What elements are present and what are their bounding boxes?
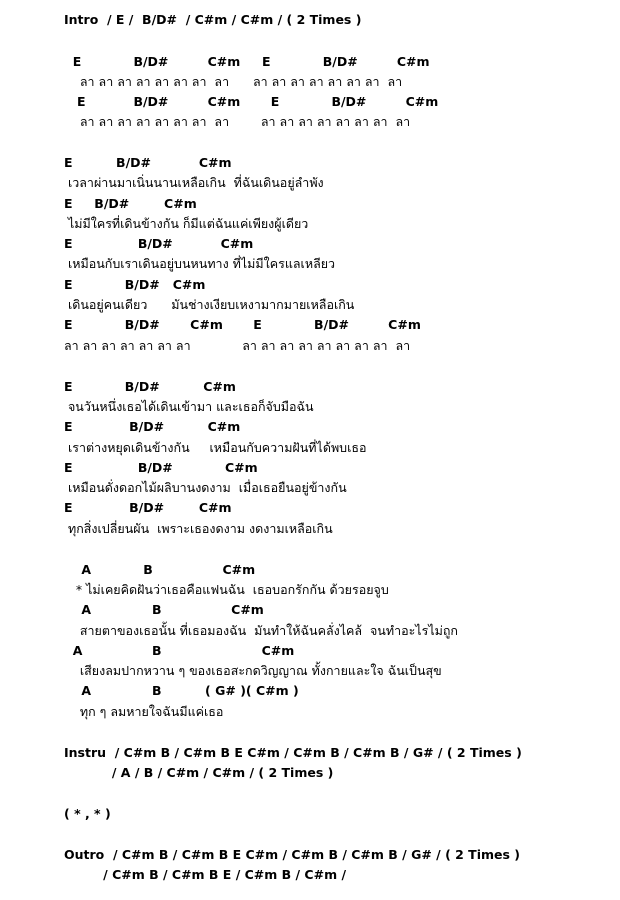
chorus-lyric-line: * ไม่เคยคิดฝันว่าเธอคือแฟนฉัน เธอบอกรักกัน ด้วยรอยจูบ	[64, 582, 389, 597]
chord-line: E B/D# C#m	[64, 155, 232, 170]
chord-line: E B/D# C#m E B/D# C#m	[64, 94, 439, 109]
lyric-line: ลา ลา ลา ลา ลา ลา ลา ลา ลา ลา ลา ลา ลา ลา ลา ลา	[64, 338, 411, 353]
lyric-line: เสียงลมปากหวาน ๆ ของเธอสะกดวิญญาณ ทั้งกายและใจ ฉันเป็นสุข	[64, 663, 442, 678]
chord-line: E B/D# C#m	[64, 500, 232, 515]
repeat-marker: ( * , * )	[64, 806, 111, 821]
lyric-line: จนวันหนึ่งเธอได้เดินเข้ามา และเธอก็จับมือฉัน	[64, 399, 314, 414]
outro-line-2: / C#m B / C#m B E / C#m B / C#m /	[64, 867, 347, 882]
lyric-line: เหมือนกับเราเดินอยู่บนหนทาง ที่ไม่มีใครแลเหลียว	[64, 256, 336, 271]
lyric-line: เดินอยู่คนเดียว มันช่างเงียบเหงามากมายเหลือเกิน	[64, 297, 355, 312]
chord-line: A B C#m	[64, 643, 295, 658]
chord-line: E B/D# C#m E B/D# C#m	[64, 54, 430, 69]
lyric-line: ลา ลา ลา ลา ลา ลา ลา ลา ลา ลา ลา ลา ลา ลา ลา ลา	[64, 114, 411, 129]
lyric-line: ลา ลา ลา ลา ลา ลา ลา ลา ลา ลา ลา ลา ลา ลา ลา ลา	[64, 74, 403, 89]
chord-line: E B/D# C#m	[64, 419, 241, 434]
chord-line: A B ( G# )( C#m )	[64, 683, 299, 698]
chord-line: E B/D# C#m E B/D# C#m	[64, 317, 421, 332]
intro-line: Intro / E / B/D# / C#m / C#m / ( 2 Times )	[64, 12, 362, 27]
lyric-line: เหมือนดั่งดอกไม้ผลิบานงดงาม เมื่อเธอยืนอยู่ข้างกัน	[64, 480, 347, 495]
lyric-line: ทุกสิ่งเปลี่ยนผัน เพราะเธองดงาม งดงามเหลือเกิน	[64, 521, 333, 536]
lyric-line: เราต่างหยุดเดินข้างกัน เหมือนกับความฝันที่ได้พบเธอ	[64, 440, 367, 455]
instru-line: Instru / C#m B / C#m B E C#m / C#m B / C#m B / G# / ( 2 Times )	[64, 745, 522, 760]
chord-line: E B/D# C#m	[64, 379, 236, 394]
chord-line: E B/D# C#m	[64, 460, 258, 475]
lyric-line: เวลาผ่านมาเนิ่นนานเหลือเกิน ที่ฉันเดินอยู่ลำพัง	[64, 175, 324, 190]
chord-line: A B C#m	[64, 602, 264, 617]
lyric-line: สายตาของเธอนั้น ที่เธอมองฉัน มันทำให้ฉันคลั่งไคล้ จนทำอะไรไม่ถูก	[64, 623, 458, 638]
chord-line: A B C#m	[64, 562, 256, 577]
chord-line: E B/D# C#m	[64, 277, 206, 292]
lyric-line: ไม่มีใครที่เดินข้างกัน ก็มีแต่ฉันแค่เพียงผู้เดียว	[64, 216, 309, 231]
chord-line: E B/D# C#m	[64, 196, 197, 211]
lyric-line: ทุก ๆ ลมหายใจฉันมีแค่เธอ	[64, 704, 224, 719]
chord-line: E B/D# C#m	[64, 236, 254, 251]
instru-line-2: / A / B / C#m / C#m / ( 2 Times )	[64, 765, 334, 780]
outro-line: Outro / C#m B / C#m B E C#m / C#m B / C#m B / G# / ( 2 Times )	[64, 847, 521, 862]
